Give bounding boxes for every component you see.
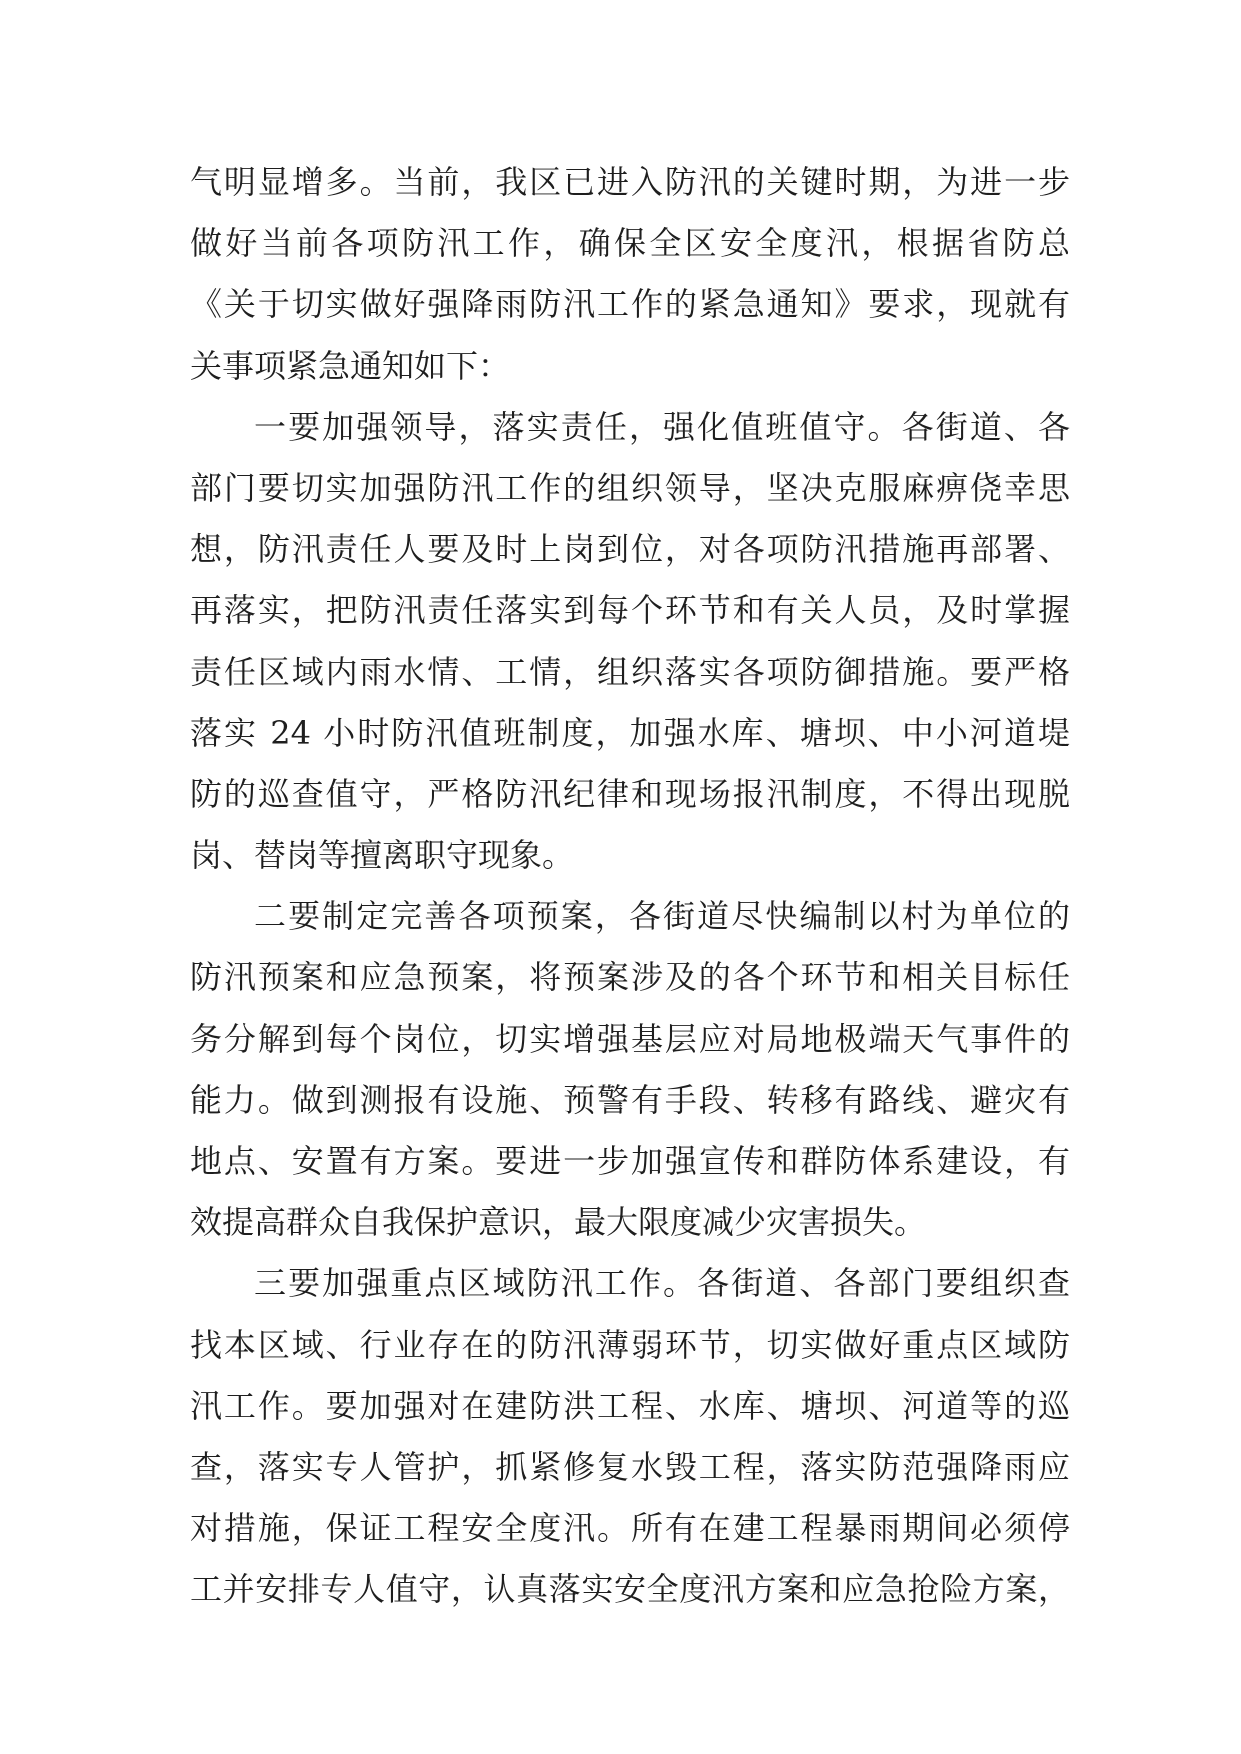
paragraph-first-line: 三要加强重点区域防汛工作。各街道、各部门要组织查 (254, 1264, 1070, 1303)
paragraph-first-line: 一要加强领导，落实责任，强化值班值守。各街道、各 (254, 407, 1070, 446)
text-line: 岗、替岗等擅离职守现象。 (190, 836, 575, 875)
document-body (190, 152, 1070, 1621)
text-line: 效提高群众自我保护意识，最大限度减少灾害损失。 (190, 1203, 927, 1242)
text-line: 再落实，把防汛责任落实到每个环节和有关人员，及时掌握 (190, 591, 1070, 630)
text-line: 务分解到每个岗位，切实增强基层应对局地极端天气事件的 (190, 1019, 1070, 1058)
text-line: 防的巡查值守，严格防汛纪律和现场报汛制度，不得出现脱 (190, 774, 1070, 813)
paragraph-first-line: 二要制定完善各项预案，各街道尽快编制以村为单位的 (254, 897, 1070, 936)
text-line: 防汛预案和应急预案，将预案涉及的各个环节和相关目标任 (190, 958, 1070, 997)
text-line: 气明显增多。当前，我区已进入防汛的关键时期，为进一步 (190, 163, 1070, 201)
text-line: 责任区域内雨水情、工情，组织落实各项防御措施。要严格 (190, 652, 1070, 691)
text-line: 对措施，保证工程安全度汛。所有在建工程暴雨期间必须停 (190, 1509, 1070, 1548)
text-line: 做好当前各项防汛工作，确保全区安全度汛，根据省防总 (190, 224, 1070, 263)
text-line: 《关于切实做好强降雨防汛工作的紧急通知》要求，现就有 (190, 285, 1070, 324)
text-line: 想，防汛责任人要及时上岗到位，对各项防汛措施再部署、 (190, 530, 1070, 569)
text-line: 汛工作。要加强对在建防洪工程、水库、塘坝、河道等的巡 (190, 1386, 1070, 1425)
text-line: 找本区域、行业存在的防汛薄弱环节，切实做好重点区域防 (190, 1325, 1070, 1364)
text-line: 落实 24 小时防汛值班制度，加强水库、塘坝、中小河道堤 (190, 713, 1070, 752)
text-line: 部门要切实加强防汛工作的组织领导，坚决克服麻痹侥幸思 (190, 468, 1070, 507)
text-line: 工并安排专人值守，认真落实安全度汛方案和应急抢险方案， (190, 1570, 1070, 1609)
text-line: 地点、安置有方案。要进一步加强宣传和群防体系建设，有 (190, 1142, 1070, 1180)
text-line: 关事项紧急通知如下： (190, 346, 511, 385)
text-line: 查，落实专人管护，抓紧修复水毁工程，落实防范强降雨应 (190, 1447, 1070, 1486)
text-line: 能力。做到测报有设施、预警有手段、转移有路线、避灾有 (190, 1080, 1070, 1119)
